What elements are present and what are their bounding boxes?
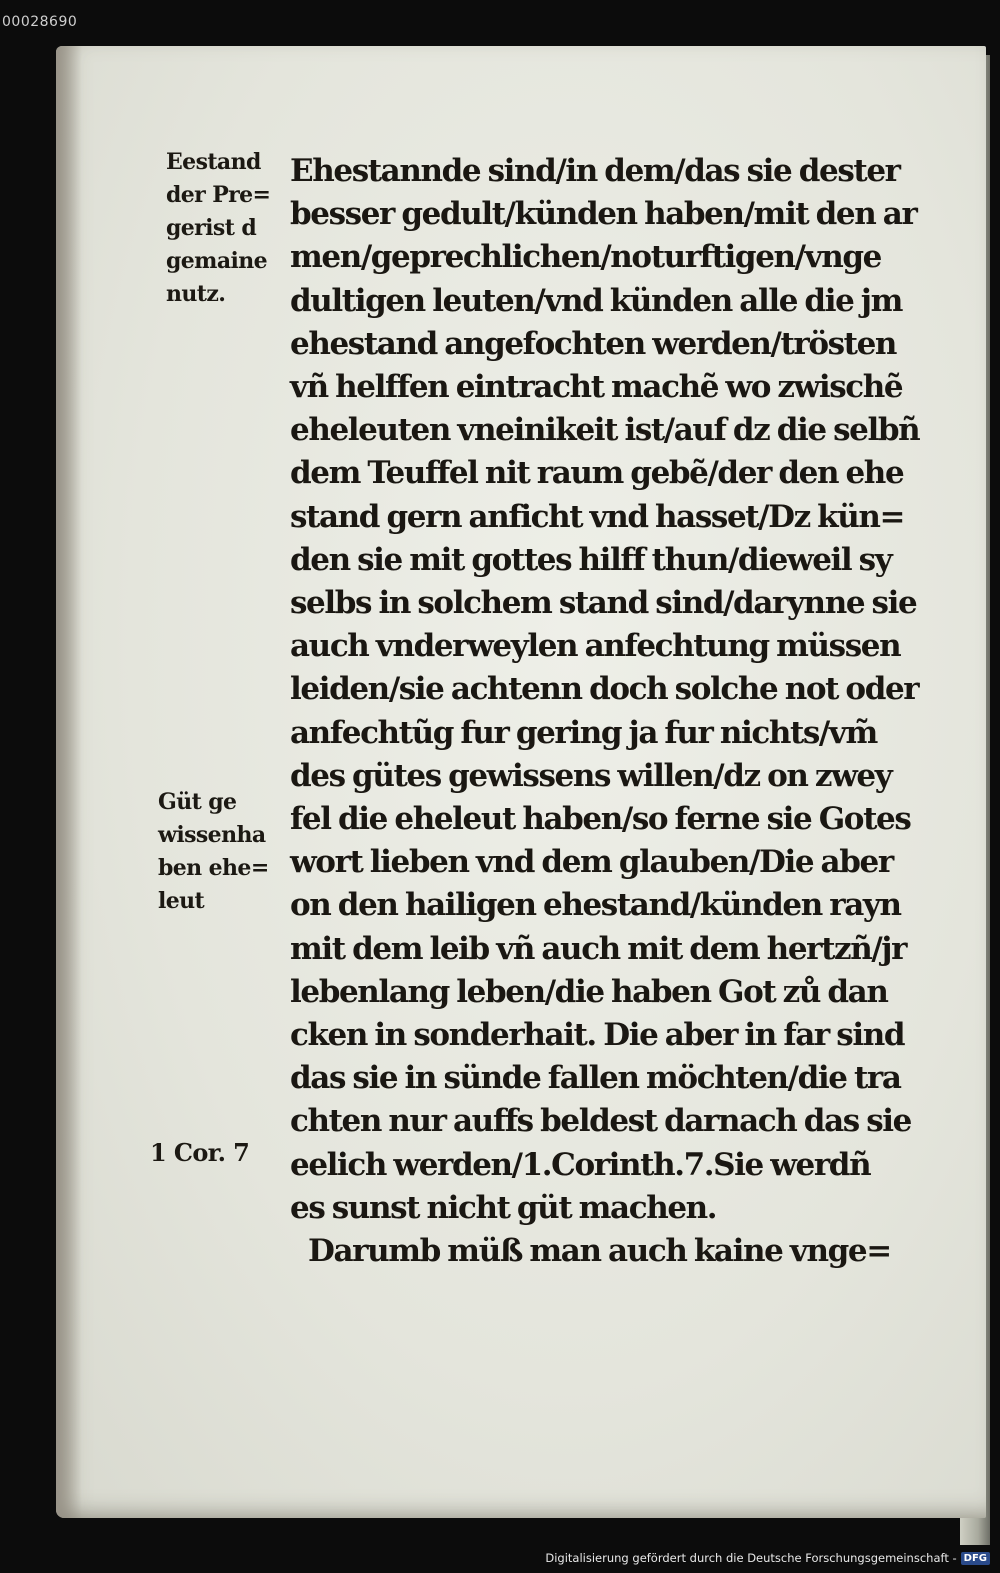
text-line: chten nur auffs beldest darnach das sie (290, 1103, 911, 1140)
text-line: das sie in sünde fallen möchten/die tra (290, 1060, 901, 1097)
text-line: Ehestannde sind/in dem/das sie dester (290, 153, 900, 189)
marginal-note-estand (166, 146, 270, 311)
text-line: ehestand angefochten werden/trösten (290, 325, 897, 362)
marginal-note-line: 1 Cor. 7 (150, 1138, 250, 1167)
dfg-logo: DFG (961, 1552, 990, 1565)
page-gutter-shadow (56, 46, 82, 1518)
marginal-note-line: gemaine (166, 248, 268, 274)
text-line: besser gedult/künden haben/mit den ar (290, 196, 917, 233)
marginal-note-gut-gewissen (158, 786, 269, 918)
text-line: auch vnderweylen anfechtung müssen (290, 628, 901, 665)
text-line-paragraph-start: Darumb müß man auch kaine vnge= (308, 1233, 891, 1270)
text-line: selbs in solchem stand sind/darynne sie (290, 585, 917, 622)
text-line: stand gern anficht vnd hasset/Dz kün= (290, 498, 905, 535)
marginal-note-corinthians (150, 1136, 249, 1169)
marginal-note-line: der Pre= (166, 182, 271, 208)
main-text-block (290, 150, 950, 1273)
text-line: vñ helffen eintracht machẽ wo zwischẽ (290, 369, 903, 406)
text-line: eelich werden/1.Corinth.7.Sie werdñ (290, 1146, 871, 1183)
marginal-note-line: ben ehe= (158, 855, 269, 881)
text-line: dem Teuffel nit raum gebẽ/der den ehe (290, 455, 904, 492)
marginal-note-line: gerist d (166, 215, 257, 241)
text-line: fel die eheleut haben/so ferne sie Gotes (290, 801, 911, 838)
text-line: leiden/sie achtenn doch solche not oder (290, 671, 919, 708)
text-line: men/geprechlichen/noturftigen/vnge (290, 239, 881, 276)
scan-id: 00028690 (2, 14, 78, 30)
marginal-note-line: Güt ge (158, 789, 237, 815)
text-line: den sie mit gottes hilff thun/dieweil sy (290, 541, 892, 578)
text-line: cken in sonderhait. Die aber in far sind (290, 1017, 905, 1054)
funding-footer (545, 1551, 990, 1565)
text-line: dultigen leuten/vnd künden alle die jm (290, 282, 903, 319)
marginal-note-line: leut (158, 888, 205, 914)
marginal-note-line: wissenha (158, 822, 266, 848)
text-line: mit dem leib vñ auch mit dem hertzñ/jr (290, 930, 907, 967)
text-line: on den hailigen ehestand/künden rayn (290, 887, 901, 924)
text-line: eheleuten vneinikeit ist/auf dz die selbñ (290, 412, 920, 449)
text-line: wort lieben vnd dem glauben/Die aber (290, 844, 893, 881)
text-line: es sunst nicht güt machen. (290, 1189, 717, 1226)
text-line: anfechtũg fur gering ja fur nichts/vm̃ (290, 714, 877, 751)
funding-text: Digitalisierung gefördert durch die Deutsche Forschungsgemeinschaft - (545, 1551, 957, 1565)
marginal-note-line: nutz. (166, 281, 226, 307)
text-line: lebenlang leben/die haben Got zů dan (290, 973, 888, 1010)
text-line: des gütes gewissens willen/dz on zwey (290, 757, 892, 794)
marginal-note-line: Eestand (166, 149, 261, 175)
